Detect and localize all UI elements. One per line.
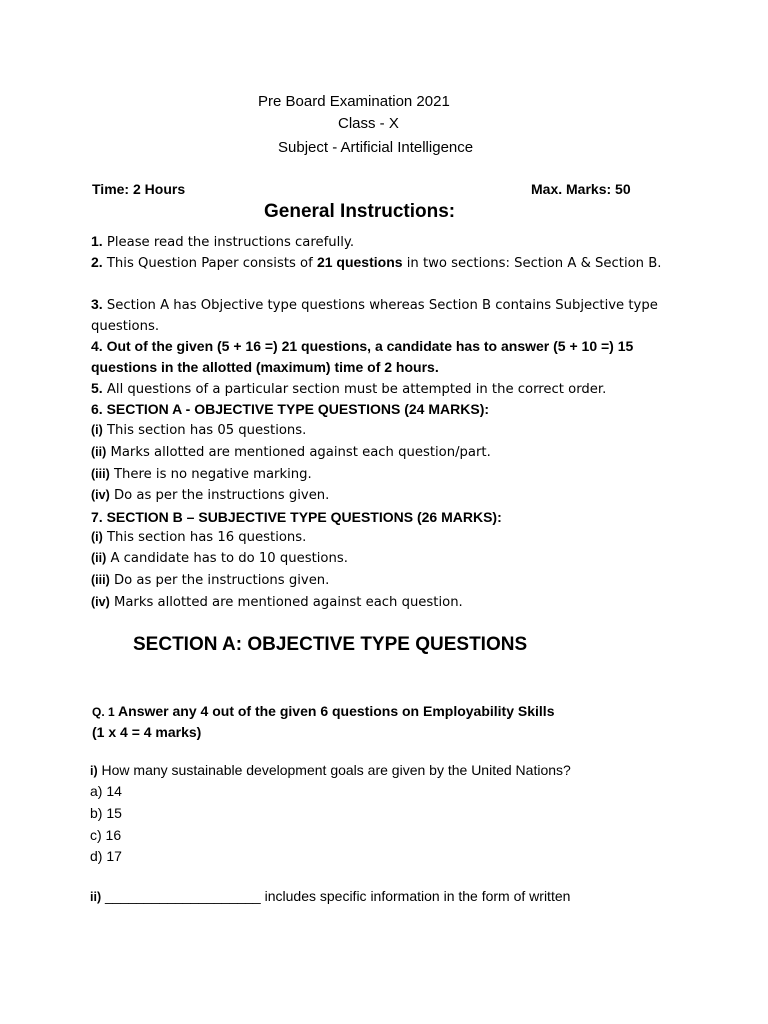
rule-text: This section has 05 questions. bbox=[102, 423, 307, 438]
question-1 bbox=[92, 701, 554, 742]
instruction-4: 4. Out of the given (5 + 16 =) 21 questions, a candidate has to answer (5 + 10 =) 15 questions in the allotted (maximum) time of 2 hours. bbox=[91, 338, 634, 375]
section-a-rule-4 bbox=[91, 485, 681, 506]
rule-text: Do as per the instructions given. bbox=[109, 488, 330, 503]
question-text: Answer any 4 out of the given 6 questions on Employability Skills bbox=[114, 703, 555, 719]
instruction-text: This Question Paper consists of bbox=[102, 256, 317, 271]
section-a-title: SECTION A: OBJECTIVE TYPE QUESTIONS bbox=[133, 634, 528, 655]
subject-label: Subject - Artificial Intelligence bbox=[278, 139, 474, 156]
time-label: Time: 2 Hours bbox=[92, 181, 186, 197]
roman-numeral: (iii) bbox=[91, 573, 110, 587]
question-count: 21 questions bbox=[316, 254, 403, 270]
roman-numeral: (iii) bbox=[91, 467, 110, 481]
roman-numeral: (i) bbox=[91, 423, 103, 437]
roman-numeral: (iv) bbox=[91, 488, 110, 502]
roman-numeral: (iv) bbox=[91, 595, 110, 609]
question-1-ii bbox=[90, 888, 570, 904]
roman-numeral: (ii) bbox=[91, 445, 107, 459]
section-b-rule-1 bbox=[91, 527, 681, 548]
instruction-2 bbox=[91, 252, 681, 274]
sub-question-text: ____________________ includes specific information in the form of written bbox=[101, 888, 571, 904]
instruction-number: 3. bbox=[91, 296, 103, 312]
general-instructions-title: General Instructions: bbox=[264, 201, 456, 222]
section-b-rule-2 bbox=[91, 548, 681, 569]
max-marks-label: Max. Marks: 50 bbox=[531, 181, 631, 197]
class-label: Class - X bbox=[338, 115, 399, 132]
sub-question-label: i) bbox=[90, 764, 98, 778]
sub-question-text: How many sustainable development goals are given by the United Nations? bbox=[97, 762, 571, 778]
question-marks: (1 x 4 = 4 marks) bbox=[92, 724, 202, 740]
rule-text: Marks allotted are mentioned against each question. bbox=[109, 595, 463, 610]
instruction-3 bbox=[91, 294, 681, 337]
rule-text: Do as per the instructions given. bbox=[109, 573, 330, 588]
roman-numeral: (i) bbox=[91, 530, 103, 544]
section-a-rule-2 bbox=[91, 442, 681, 463]
instruction-7-heading: 7. SECTION B – SUBJECTIVE TYPE QUESTIONS (26 MARKS): bbox=[91, 509, 502, 525]
exam-title: Pre Board Examination 2021 bbox=[258, 93, 450, 110]
option-a: a) 14 bbox=[90, 783, 122, 799]
rule-text: This section has 16 questions. bbox=[102, 530, 307, 545]
section-b-rule-4 bbox=[91, 592, 681, 613]
instruction-5 bbox=[91, 378, 681, 400]
section-a-rule-3 bbox=[91, 464, 681, 485]
section-a-rule-1 bbox=[91, 420, 681, 441]
rule-text: There is no negative marking. bbox=[109, 467, 312, 482]
instruction-number: 5. bbox=[91, 380, 103, 396]
option-b: b) 15 bbox=[90, 805, 122, 821]
question-1-i bbox=[90, 762, 571, 778]
section-b-rule-3 bbox=[91, 570, 681, 591]
roman-numeral: (ii) bbox=[91, 551, 107, 565]
instruction-1 bbox=[91, 231, 681, 253]
option-d: d) 17 bbox=[90, 848, 122, 864]
question-number: Q. 1 bbox=[92, 705, 115, 719]
instruction-text: Please read the instructions carefully. bbox=[102, 235, 355, 250]
instruction-number: 2. bbox=[91, 254, 103, 270]
instruction-number: 1. bbox=[91, 233, 103, 249]
instruction-text: Section A has Objective type questions whereas Section B contains Subjective type questions. bbox=[91, 298, 658, 334]
rule-text: A candidate has to do 10 questions. bbox=[106, 551, 348, 566]
instruction-text: in two sections: Section A & Section B. bbox=[402, 256, 662, 271]
rule-text: Marks allotted are mentioned against each question/part. bbox=[106, 445, 491, 460]
instruction-6-heading: 6. SECTION A - OBJECTIVE TYPE QUESTIONS (24 MARKS): bbox=[91, 401, 490, 417]
sub-question-label: ii) bbox=[90, 890, 102, 904]
option-c: c) 16 bbox=[90, 827, 122, 843]
instruction-text: All questions of a particular section must be attempted in the correct order. bbox=[102, 382, 607, 397]
